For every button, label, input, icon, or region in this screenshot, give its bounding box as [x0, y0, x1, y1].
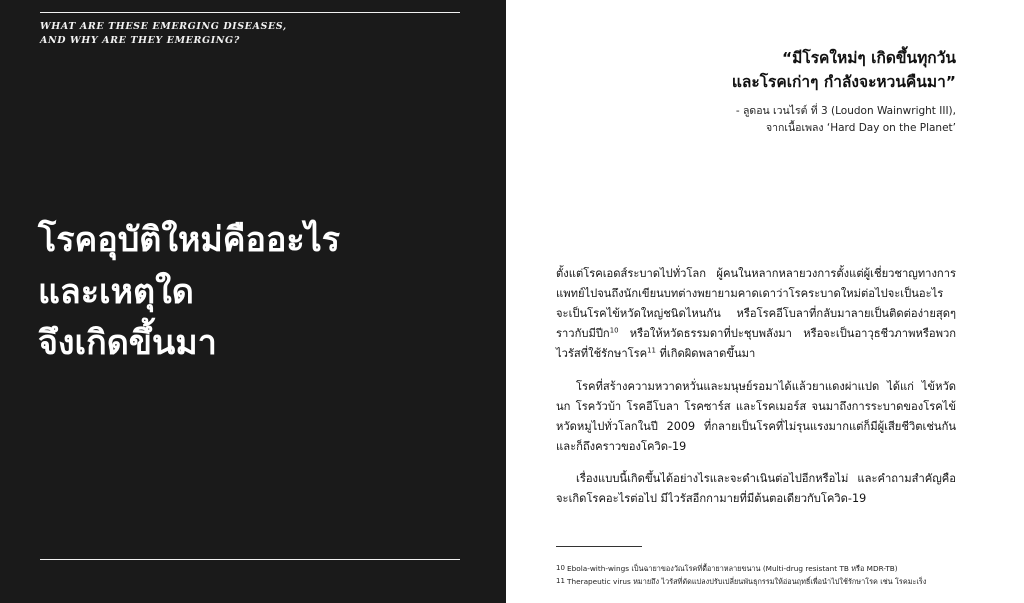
body-paragraph-3: เรื่องแบบนี้เกิดขึ้นได้อย่างไรและจะดำเนินต่อไปอีกหรือไม่ และคำถามสำคัญคือ จะเกิดโรคอะไรต่อไป มีไวรัสอีกกามายที่มีต้นตอเดียวกับโควิด-19	[556, 472, 956, 506]
footnote-text: Ebola-with-wings เป็นฉายาของวัณโรคที่ดื้อายาหลายขนาน (Multi-drug resistant TB หรือ MDR-TB)	[567, 563, 898, 573]
body-paragraph-1	[556, 264, 956, 364]
chapter-title-line-1: โรคอุบัติใหม่คืออะไร	[38, 220, 340, 260]
paragraph-1-part-b: หรือให้หวัดธรรมดาที่ปะชุบพลังมา หรือจะเป็นอาวุธชีวภาพหรือพวกไวรัสที่ใช้รักษาโรค	[556, 326, 956, 360]
paragraph-1-part-c: ที่เกิดผิดพลาดขึ้นมา	[655, 346, 756, 360]
body-paragraph-2: โรคที่สร้างความหวาดหวั่นและมนุษย์รอมาได้แล้วยาแดงผ่าแปด ได้แก่ ไข้หวัดนก โรควัวบ้า โรคอีโบลา โรคซาร์ส และโรคเมอร์ส จนมาถึงการระบาดของโรคไข้หวัดหมูไปทั่วโลกในปี 2009 ที่กลายเป็นโรคที่ไม่รุนแรงมากแต่ก็มีผู้เสียชีวิตเช่นกัน และก็ถึงคราวของโควิด-19	[556, 379, 956, 453]
running-head	[40, 20, 400, 48]
chapter-title-line-2: และเหตุใด	[38, 271, 194, 312]
paragraph-1-part-a: ตั้งแต่โรคเอดส์ระบาดไปทั่วโลก ผู้คนในหลากหลายวงการตั้งแต่ผู้เชี่ยวชาญทางการแพทย์ไปจนถึงนักเขียนบทต่างพยายามคาดเดาว่าโรคระบาดใหม่ต่อไปจะเป็นอะไร จะเป็นโรคไข้หวัดใหญ่ชนิดไหนกัน หรือโรคอีโบลาที่กลับมาลายเป็นติดต่อง่ายสุดๆ ราวกับมีปีก	[556, 267, 956, 340]
footnote-marker-10[interactable]: 10	[609, 326, 619, 335]
running-head-line-2: AND WHY ARE THEY EMERGING?	[40, 34, 240, 46]
left-page	[0, 0, 506, 603]
epigraph-quote-line-2: และโรคเก่าๆ กำลังจะหวนคืนมา”	[731, 73, 956, 92]
chapter-title	[38, 215, 468, 370]
header-rule	[40, 12, 460, 13]
epigraph-quote	[556, 46, 956, 94]
running-head-line-1: WHAT ARE THESE EMERGING DISEASES,	[40, 21, 287, 32]
epigraph-attribution	[556, 103, 956, 138]
footnote-text: Therapeutic virus หมายถึง ไวรัสที่ดัดแปลงปรับเปลี่ยนพันธุกรรมให้อ่อนฤทธิ์เพื่อนำไปใช้รักษาโรค เช่น โรคมะเร็ง	[567, 577, 927, 587]
footnotes-block	[556, 564, 976, 591]
footnote-number: 10	[556, 563, 565, 572]
footnote-marker-11[interactable]: 11	[647, 346, 656, 355]
footnote-item	[556, 577, 976, 588]
epigraph-attribution-line-2: จากเนื้อเพลง ‘Hard Day on the Planet’	[766, 122, 956, 135]
epigraph	[556, 46, 956, 138]
footnote-separator	[556, 546, 642, 547]
chapter-title-line-3: จึงเกิดขึ้นมา	[38, 323, 217, 364]
body-text-column	[556, 264, 956, 522]
epigraph-quote-line-1: “มีโรคใหม่ๆ เกิดขึ้นทุกวัน	[782, 49, 956, 67]
footer-rule	[40, 559, 460, 560]
epigraph-attribution-line-1: - ลูดอน เวนไรต์ ที่ 3 (Loudon Wainwright III),	[735, 105, 956, 118]
right-page	[506, 0, 1024, 603]
footnote-number: 11	[556, 577, 565, 586]
footnote-item	[556, 564, 976, 575]
